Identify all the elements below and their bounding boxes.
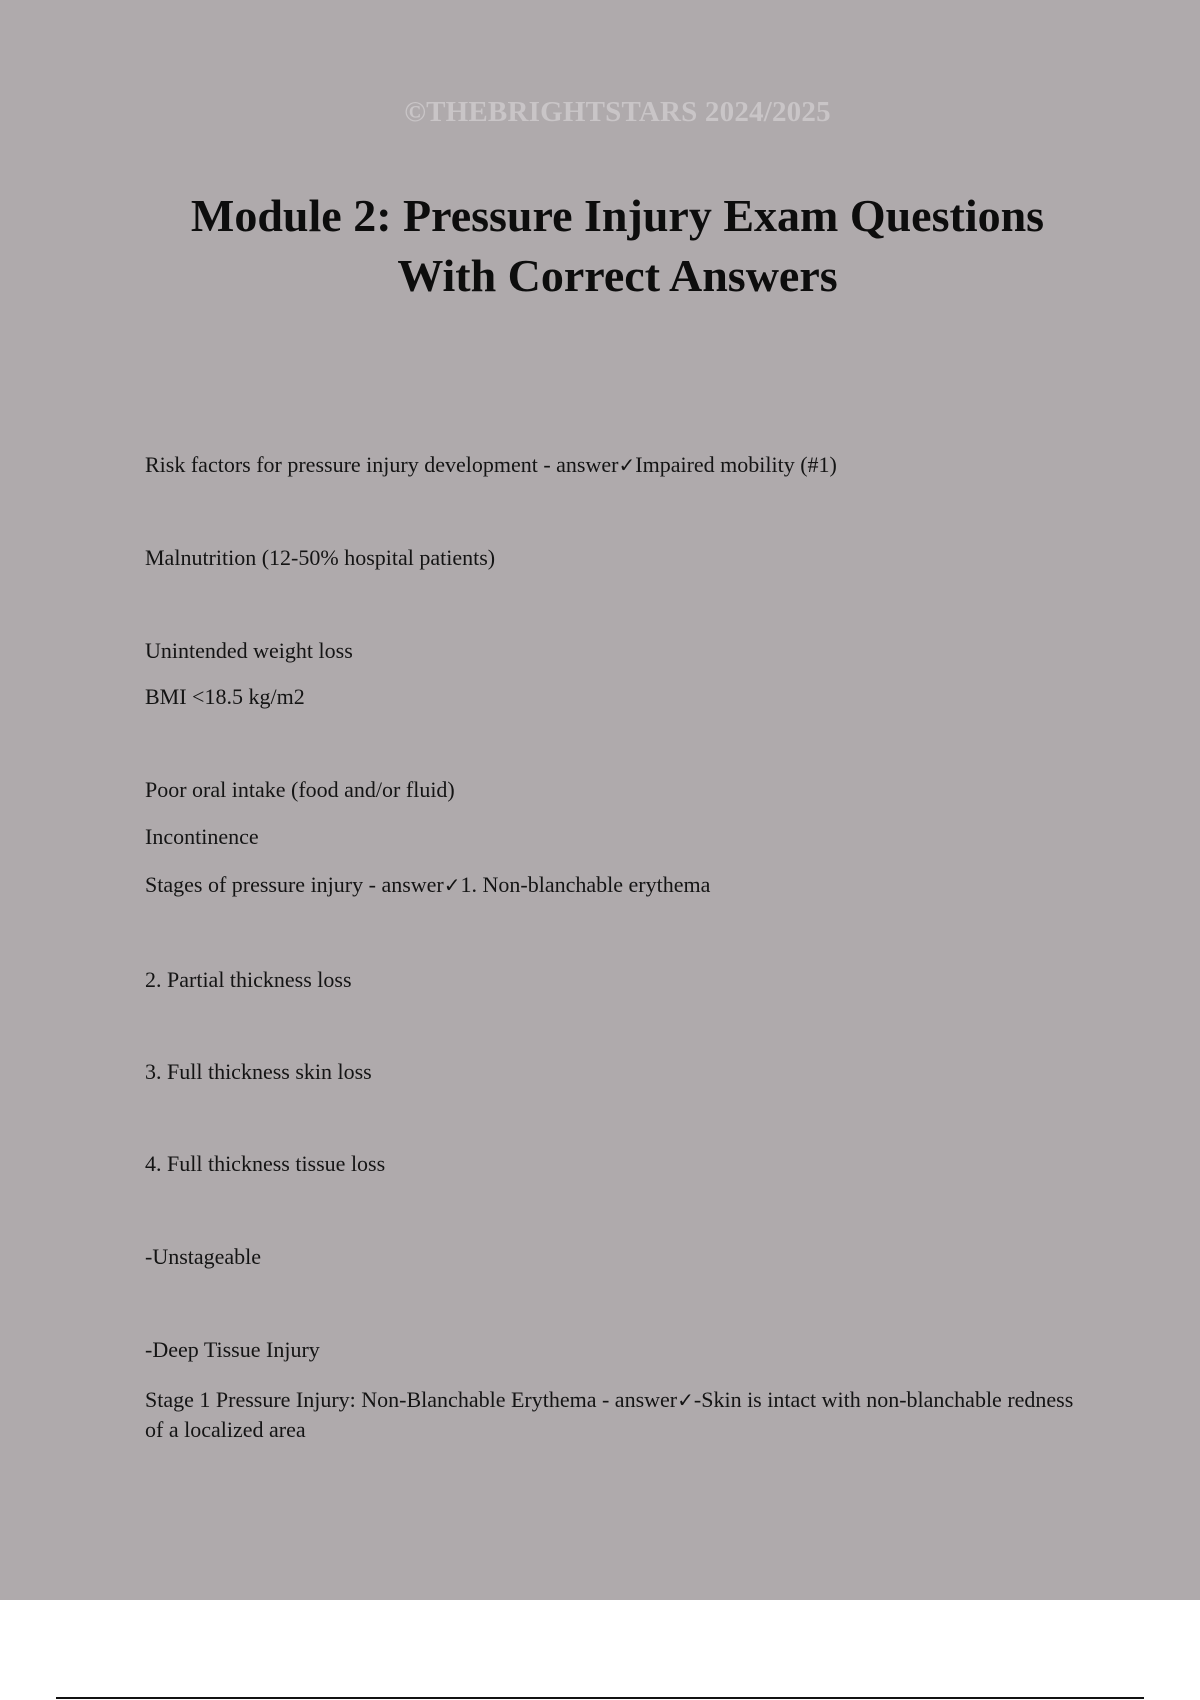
- list-item-stage-4: 4. Full thickness tissue loss: [145, 1151, 386, 1176]
- list-item-weight-loss: Unintended weight loss: [145, 638, 353, 663]
- question-risk-factors: [145, 450, 837, 480]
- check-icon: ✓: [618, 453, 636, 477]
- list-item-bmi: BMI <18.5 kg/m2: [145, 684, 305, 709]
- answer-text: Impaired mobility (#1): [635, 452, 837, 477]
- list-item-malnutrition: Malnutrition (12-50% hospital patients): [145, 545, 496, 570]
- question-text: Risk factors for pressure injury development - answer: [145, 452, 619, 477]
- watermark: ©THEBRIGHTSTARS 2024/2025: [404, 96, 831, 128]
- check-icon: ✓: [443, 873, 461, 897]
- question-text: Stage 1 Pressure Injury: Non-Blanchable Erythema - answer: [145, 1387, 678, 1412]
- answer-text: 1. Non-blanchable erythema: [460, 872, 711, 897]
- question-stage-1: [145, 1385, 1095, 1445]
- check-icon: ✓: [677, 1388, 694, 1412]
- answer-text: -Skin is intact with non-blanchable redness of a localized area: [145, 1387, 1074, 1442]
- question-stages: [145, 870, 710, 900]
- list-item-deep-tissue: -Deep Tissue Injury: [145, 1337, 320, 1362]
- list-item-incontinence: Incontinence: [145, 824, 259, 849]
- list-item-stage-2: 2. Partial thickness loss: [145, 967, 352, 992]
- title-line-1: Module 2: Pressure Injury Exam Questions: [190, 190, 1045, 241]
- question-text: Stages of pressure injury - answer: [145, 872, 444, 897]
- list-item-oral-intake: Poor oral intake (food and/or fluid): [145, 777, 455, 802]
- title-line-2: With Correct Answers: [397, 250, 838, 301]
- list-item-stage-3: 3. Full thickness skin loss: [145, 1059, 372, 1084]
- list-item-unstageable: -Unstageable: [145, 1244, 262, 1269]
- footer-divider: [56, 1697, 1144, 1699]
- page-title: [100, 186, 1135, 306]
